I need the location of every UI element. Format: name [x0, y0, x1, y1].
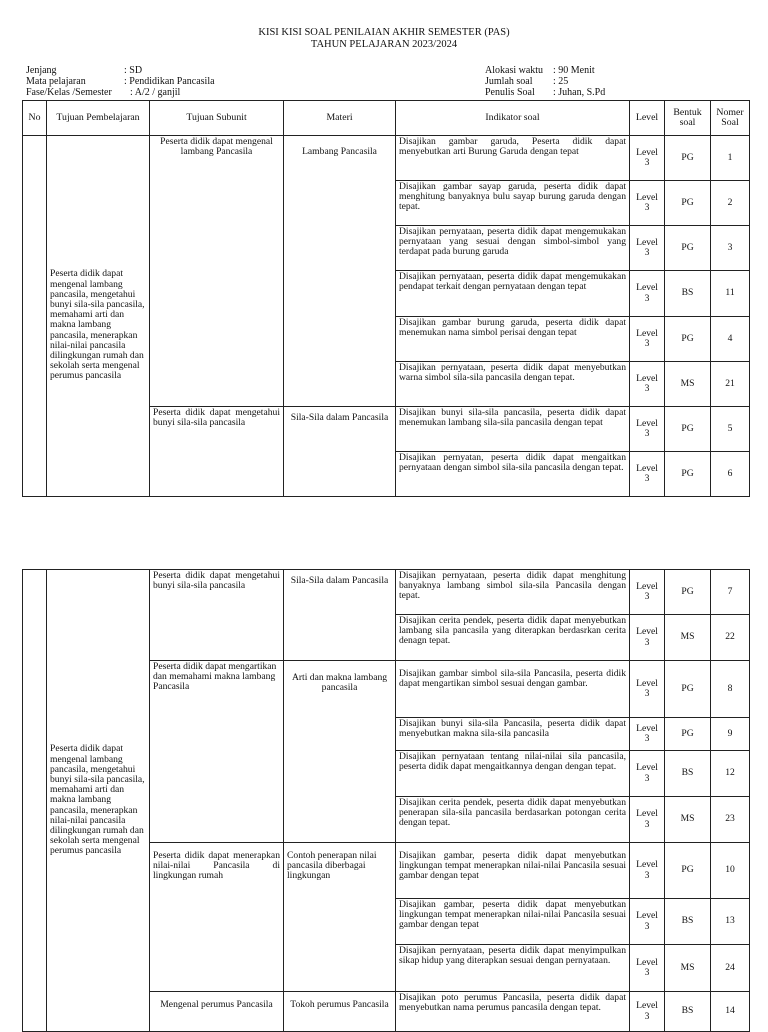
bentuk-cell: PG	[665, 136, 711, 181]
meta-value: : SD	[124, 65, 143, 76]
bentuk-cell: PG	[665, 317, 711, 362]
indikator-cell: Disajikan gambar garuda, Peserta didik dapat menyebutkan arti Burung Garuda dengan tepat	[396, 136, 630, 181]
bentuk-cell: PG	[665, 843, 711, 899]
indikator-cell: Disajikan pernyataan, peserta didik dapat mengemukakan pernyataan yang sesuai dengan simbol-simbol yang terdapat pada burung garuda	[396, 226, 630, 271]
meta-value: : 25	[553, 76, 569, 87]
tujuan-cell: Peserta didik dapat mengenal lambang pancasila, mengetahui bunyi sila-sila pancasila, memahami arti dan makna lambang pancasila, menerapkan nilai-nilai pancasila dilingkungan rumah dan sekolah serta mengenal perumus pancasila	[47, 136, 150, 497]
nomer-cell: 7	[711, 570, 750, 615]
nomer-cell: 24	[711, 945, 750, 992]
header-subunit: Tujuan Subunit	[150, 101, 284, 136]
level-cell: Level 3	[630, 407, 665, 452]
indikator-cell: Disajikan pernyataan tentang nilai-nilai sila pancasila, peserta didik dapat mengaitkannya dengan dengan tepat.	[396, 751, 630, 797]
kisi-table-2	[22, 569, 750, 1032]
nomer-cell: 9	[711, 718, 750, 751]
nomer-cell: 21	[711, 362, 750, 407]
level-cell: Level 3	[630, 317, 665, 362]
level-cell: Level 3	[630, 945, 665, 992]
subunit-cell: Peserta didik dapat mengetahui bunyi sila-sila pancasila	[150, 570, 284, 661]
level-cell: Level 3	[630, 452, 665, 497]
meta-label: Penulis Soal	[485, 87, 535, 98]
bentuk-cell: BS	[665, 751, 711, 797]
tujuan-cell: Peserta didik dapat mengenal lambang pancasila, mengetahui bunyi sila-sila pancasila, memahami arti dan makna lambang pancasila, menerapkan nilai-nilai pancasila dilingkungan rumah dan sekolah serta mengenal perumus pancasila	[47, 570, 150, 1032]
indikator-cell: Disajikan bunyi sila-sila Pancasila, peserta didik dapat menyebutkan makna sila-sila pancasila	[396, 718, 630, 751]
bentuk-cell: PG	[665, 407, 711, 452]
nomer-cell: 1	[711, 136, 750, 181]
bentuk-cell: MS	[665, 615, 711, 661]
materi-cell: Sila-Sila dalam Pancasila	[284, 570, 396, 661]
meta-value: : Pendidikan Pancasila	[124, 76, 215, 87]
subunit-cell: Peserta didik dapat mengenal lambang Pancasila	[150, 136, 284, 407]
header-level: Level	[630, 101, 665, 136]
meta-value: : 90 Menit	[553, 65, 595, 76]
bentuk-cell: MS	[665, 945, 711, 992]
level-cell: Level 3	[630, 843, 665, 899]
indikator-cell: Disajikan pernyataan, peserta didik dapat menyebutkan warna simbol sila-sila pancasila dengan tepat.	[396, 362, 630, 407]
subunit-cell: Peserta didik dapat menerapkan nilai-nilai Pancasila di lingkungan rumah	[150, 843, 284, 992]
no-cell	[23, 570, 47, 1032]
table-header-row	[23, 101, 750, 136]
level-cell: Level 3	[630, 661, 665, 718]
nomer-cell: 8	[711, 661, 750, 718]
nomer-cell: 10	[711, 843, 750, 899]
nomer-cell: 6	[711, 452, 750, 497]
kisi-table-1	[22, 100, 750, 497]
meta-row-jumlah	[485, 76, 605, 87]
meta-row-jenjang	[26, 65, 215, 76]
meta-label: Alokasi waktu	[485, 65, 544, 76]
indikator-cell: Disajikan gambar burung garuda, peserta didik dapat menemukan nama simbol perisai dengan tepat	[396, 317, 630, 362]
meta-row-fase	[26, 87, 215, 98]
bentuk-cell: PG	[665, 452, 711, 497]
bentuk-cell: BS	[665, 271, 711, 317]
materi-cell: Contoh penerapan nilai pancasila diberbagai lingkungan	[284, 843, 396, 992]
meta-label: Jenjang	[26, 65, 57, 76]
indikator-cell: Disajikan gambar simbol sila-sila Pancasila, peserta didik dapat mengartikan simbol sesuai dengan gambar.	[396, 661, 630, 718]
meta-right	[485, 65, 605, 98]
nomer-cell: 22	[711, 615, 750, 661]
level-cell: Level 3	[630, 362, 665, 407]
level-cell: Level 3	[630, 751, 665, 797]
meta-label: Mata pelajaran	[26, 76, 86, 87]
bentuk-cell: BS	[665, 992, 711, 1032]
level-cell: Level 3	[630, 570, 665, 615]
level-cell: Level 3	[630, 718, 665, 751]
level-cell: Level 3	[630, 226, 665, 271]
nomer-cell: 11	[711, 271, 750, 317]
indikator-cell: Disajikan pernyataan, peserta didik dapat mengemukakan pendapat terkait dengan pernyataan dengan tepat	[396, 271, 630, 317]
no-cell	[23, 136, 47, 497]
table-row	[23, 136, 750, 181]
level-cell: Level 3	[630, 797, 665, 843]
meta-row-mapel	[26, 76, 215, 87]
bentuk-cell: PG	[665, 570, 711, 615]
indikator-cell: Disajikan pernyataan, peserta didik dapat menyimpulkan sikap hidup yang diterapkan sesuai dengan pernyataan.	[396, 945, 630, 992]
indikator-cell: Disajikan cerita pendek, peserta didik dapat menyebutkan penerapan sila-sila pancasila berdasarkan potongan cerita dengan tepat.	[396, 797, 630, 843]
header-tujuan: Tujuan Pembelajaran	[47, 101, 150, 136]
meta-left	[26, 65, 215, 98]
header-nomer: Nomer Soal	[711, 101, 750, 136]
header-no: No	[23, 101, 47, 136]
nomer-cell: 13	[711, 899, 750, 945]
bentuk-cell: MS	[665, 797, 711, 843]
meta-row-penulis	[485, 87, 605, 98]
materi-cell: Lambang Pancasila	[284, 136, 396, 407]
bentuk-cell: BS	[665, 899, 711, 945]
indikator-cell: Disajikan bunyi sila-sila pancasila, peserta didik dapat menemukan lambang sila-sila pancasila dengan tepat	[396, 407, 630, 452]
materi-cell: Sila-Sila dalam Pancasila	[284, 407, 396, 497]
indikator-cell: Disajikan cerita pendek, peserta didik dapat menyebutkan lambang sila pancasila yang diterapkan berdasrkan cerita denagn tepat.	[396, 615, 630, 661]
bentuk-cell: PG	[665, 181, 711, 226]
meta-row-alokasi	[485, 65, 605, 76]
meta-value: : A/2 / ganjil	[130, 87, 181, 98]
nomer-cell: 12	[711, 751, 750, 797]
subunit-cell: Peserta didik dapat mengartikan dan memahami makna lambang Pancasila	[150, 661, 284, 843]
materi-cell: Tokoh perumus Pancasila	[284, 992, 396, 1032]
indikator-cell: Disajikan poto perumus Pancasila, peserta didik dapat menyebutkan nama perumus pancasila dengan tepat.	[396, 992, 630, 1032]
level-cell: Level 3	[630, 992, 665, 1032]
nomer-cell: 14	[711, 992, 750, 1032]
bentuk-cell: PG	[665, 661, 711, 718]
document-title: KISI KISI SOAL PENILAIAN AKHIR SEMESTER (PAS)	[258, 27, 510, 38]
nomer-cell: 5	[711, 407, 750, 452]
header-bentuk: Bentuk soal	[665, 101, 711, 136]
bentuk-cell: PG	[665, 718, 711, 751]
table-row	[23, 570, 750, 615]
bentuk-cell: PG	[665, 226, 711, 271]
meta-label: Fase/Kelas /Semester	[26, 87, 112, 98]
header-indikator: Indikator soal	[396, 101, 630, 136]
subunit-cell: Peserta didik dapat mengetahui bunyi sila-sila pancasila	[150, 407, 284, 497]
indikator-cell: Disajikan pernyataan, peserta didik dapat menghitung banyaknya lambang simbol sila-sila Pancasila dengan tepat.	[396, 570, 630, 615]
nomer-cell: 23	[711, 797, 750, 843]
level-cell: Level 3	[630, 899, 665, 945]
bentuk-cell: MS	[665, 362, 711, 407]
indikator-cell: Disajikan gambar sayap garuda, peserta didik dapat menghitung banyaknya bulu sayap burung garuda dengan tepat.	[396, 181, 630, 226]
materi-cell: Arti dan makna lambang pancasila	[284, 661, 396, 843]
indikator-cell: Disajikan gambar, peserta didik dapat menyebutkan lingkungan tempat menerapkan nilai-nilai Pancasila sesuai gambar dengan tepat	[396, 843, 630, 899]
document-subtitle: TAHUN PELAJARAN 2023/2024	[310, 39, 458, 50]
nomer-cell: 4	[711, 317, 750, 362]
indikator-cell: Disajikan pernyatan, peserta didik dapat mengaitkan pernyataan dengan simbol sila-sila pancasila dengan tepat.	[396, 452, 630, 497]
level-cell: Level 3	[630, 136, 665, 181]
nomer-cell: 2	[711, 181, 750, 226]
header-materi: Materi	[284, 101, 396, 136]
level-cell: Level 3	[630, 615, 665, 661]
subunit-cell: Mengenal perumus Pancasila	[150, 992, 284, 1032]
level-cell: Level 3	[630, 271, 665, 317]
level-cell: Level 3	[630, 181, 665, 226]
meta-label: Jumlah soal	[485, 76, 533, 87]
indikator-cell: Disajikan gambar, peserta didik dapat menyebutkan lingkungan tempat menerapkan nilai-nilai Pancasila sesuai gambar dengan tepat	[396, 899, 630, 945]
meta-value: : Juhan, S.Pd	[553, 87, 606, 98]
nomer-cell: 3	[711, 226, 750, 271]
